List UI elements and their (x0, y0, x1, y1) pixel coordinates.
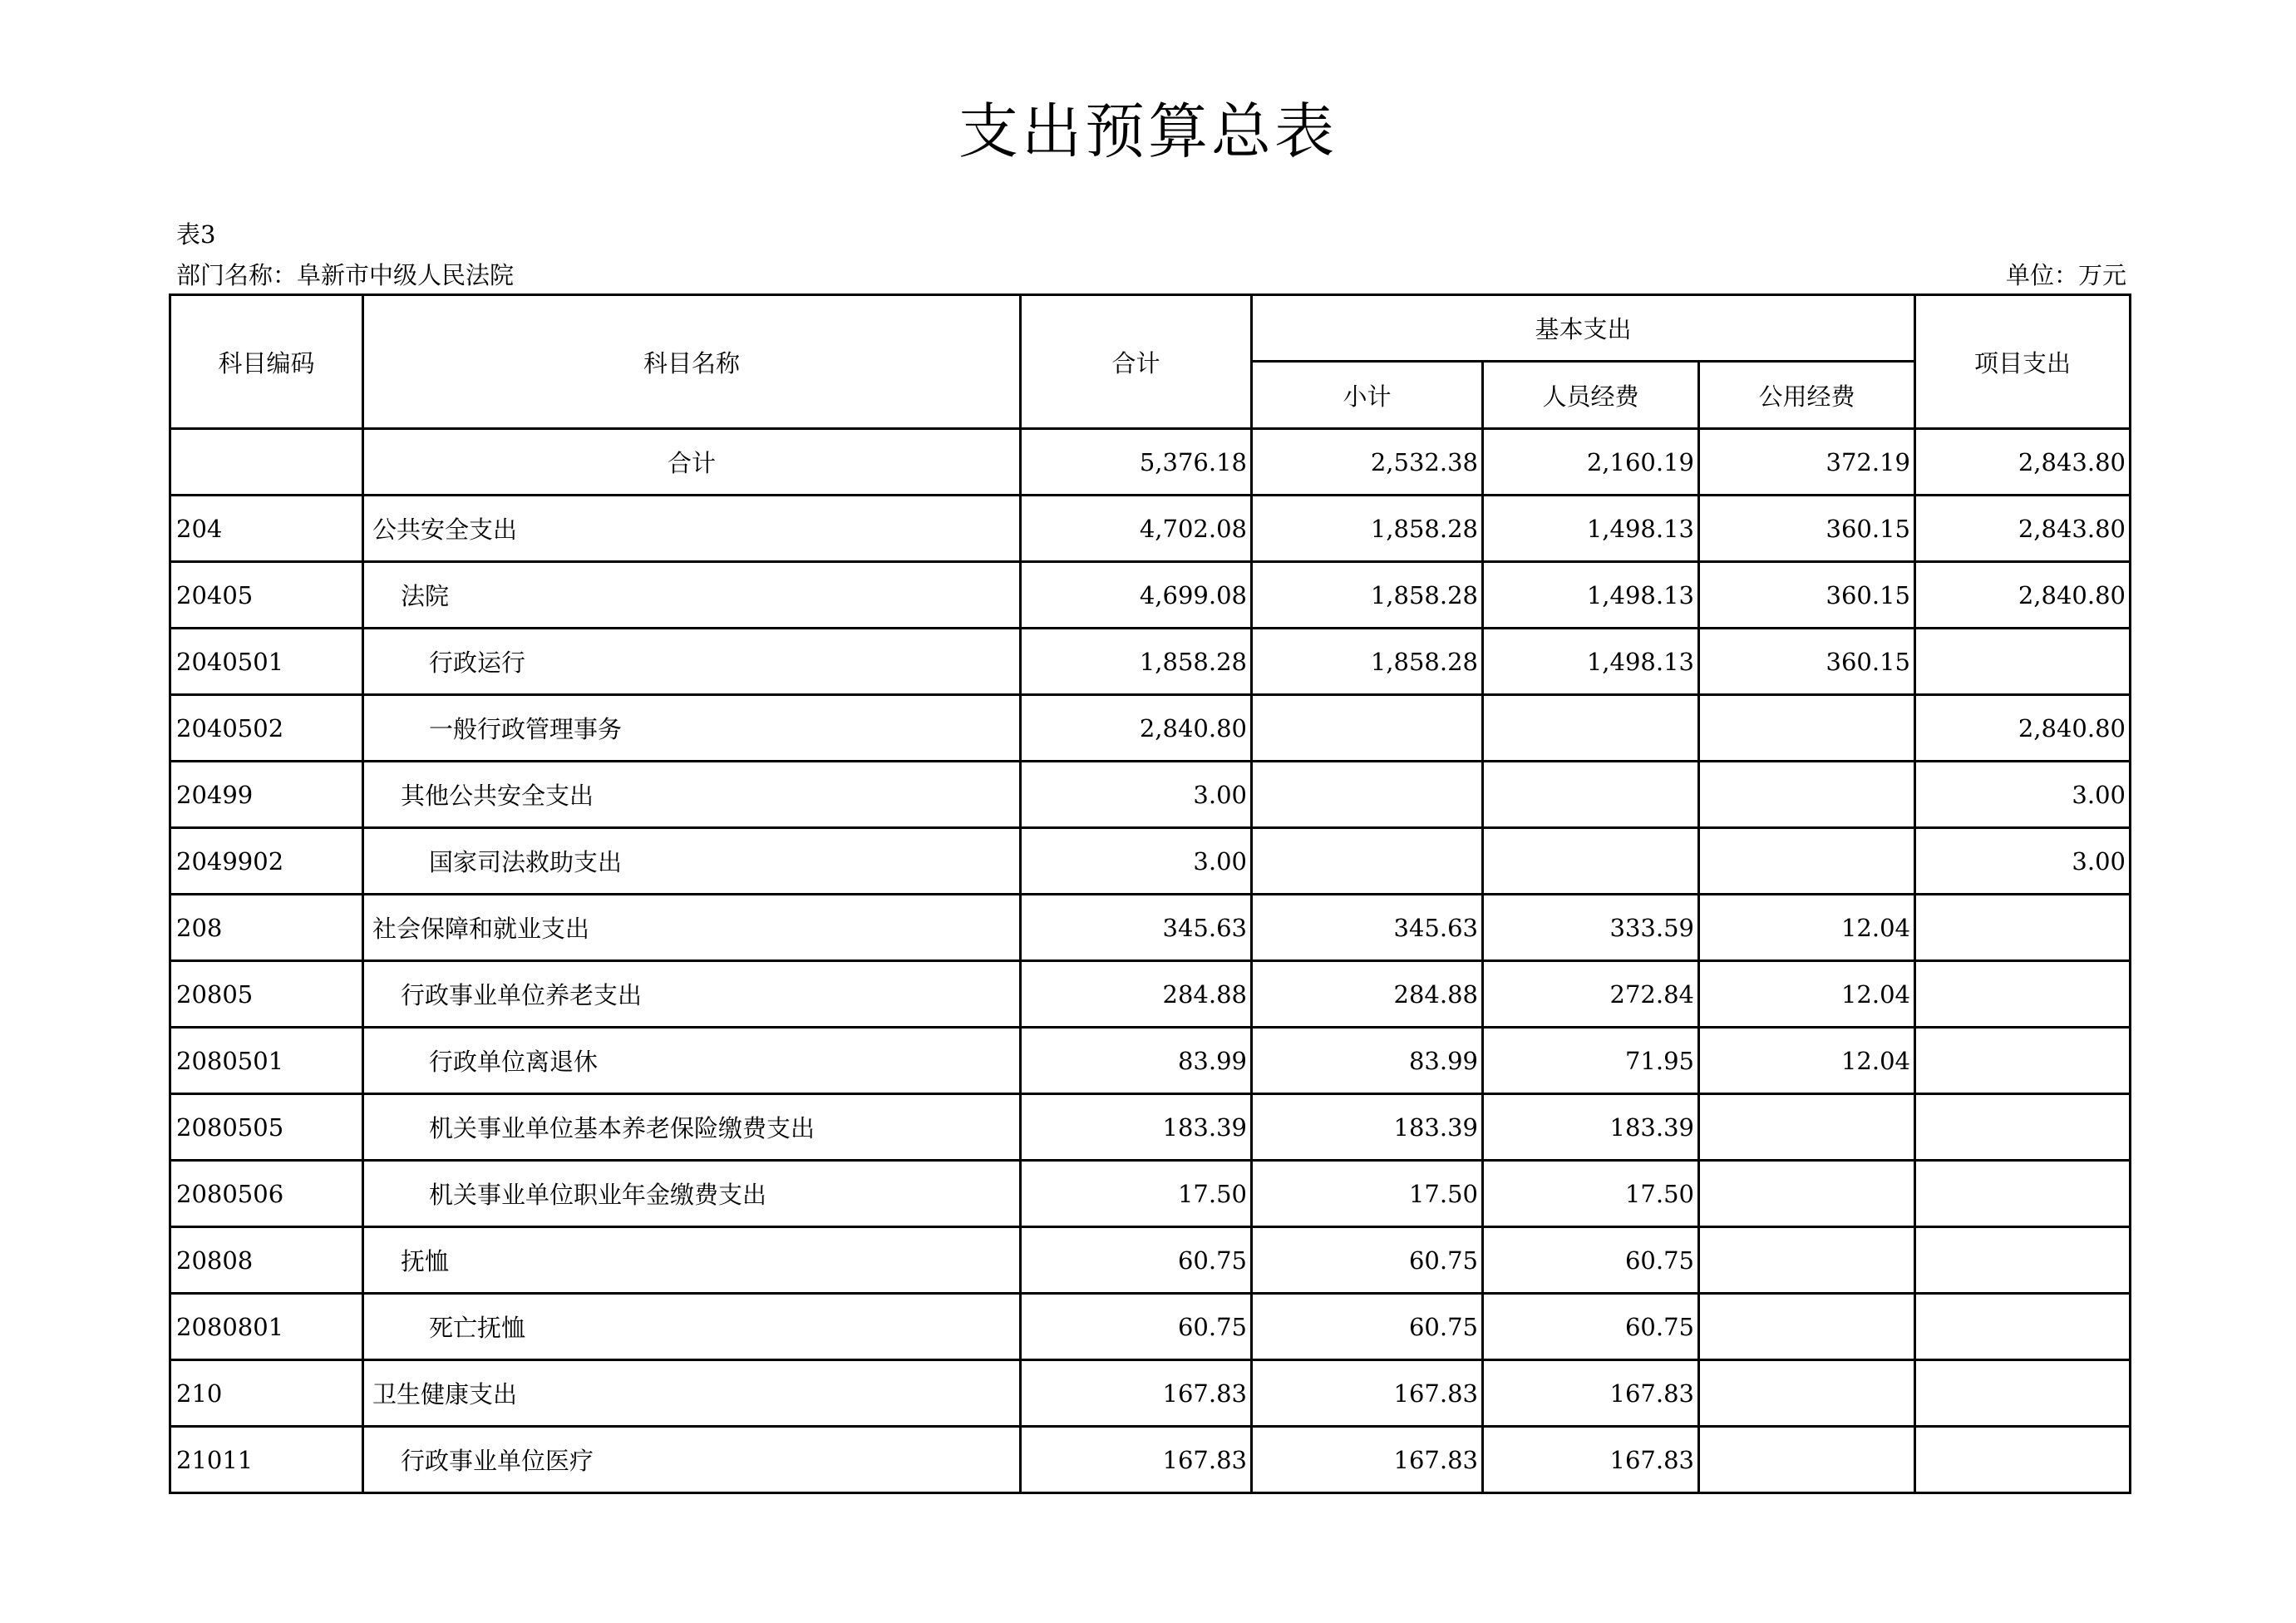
cell-total: 17.50 (1021, 1161, 1252, 1227)
page-title: 支出预算总表 (958, 96, 1338, 166)
cell-personnel: 1,498.13 (1483, 562, 1699, 629)
cell-project: 3.00 (1915, 828, 2131, 895)
cell-subtotal: 17.50 (1252, 1161, 1483, 1227)
cell-name: 其他公共安全支出 (363, 762, 1021, 828)
cell-subtotal (1252, 762, 1483, 828)
table-number: 表3 (176, 220, 216, 249)
cell-personnel: 167.83 (1483, 1427, 1699, 1493)
cell-name: 死亡抚恤 (363, 1294, 1021, 1360)
table-row (170, 695, 2131, 762)
cell-code: 2080505 (170, 1094, 363, 1161)
table-row (170, 1227, 2131, 1294)
cell-personnel: 1,498.13 (1483, 629, 1699, 695)
header-personnel: 人员经费 (1483, 362, 1699, 429)
cell-project (1915, 629, 2131, 695)
cell-subtotal: 167.83 (1252, 1360, 1483, 1427)
cell-subtotal: 345.63 (1252, 895, 1483, 961)
cell-code: 2049902 (170, 828, 363, 895)
cell-name: 行政事业单位医疗 (363, 1427, 1021, 1493)
cell-subtotal: 284.88 (1252, 961, 1483, 1028)
table-row (170, 1161, 2131, 1227)
cell-subtotal: 1,858.28 (1252, 562, 1483, 629)
cell-public (1699, 1094, 1915, 1161)
cell-project: 2,840.80 (1915, 695, 2131, 762)
cell-public: 360.15 (1699, 562, 1915, 629)
cell-code: 204 (170, 496, 363, 562)
table-row (170, 629, 2131, 695)
cell-name: 法院 (363, 562, 1021, 629)
cell-public: 360.15 (1699, 496, 1915, 562)
cell-total: 2,840.80 (1021, 695, 1252, 762)
table-row (170, 496, 2131, 562)
cell-total: 3.00 (1021, 762, 1252, 828)
cell-public: 360.15 (1699, 629, 1915, 695)
cell-total: 284.88 (1021, 961, 1252, 1028)
cell-total: 183.39 (1021, 1094, 1252, 1161)
cell-project (1915, 1227, 2131, 1294)
header-subtotal: 小计 (1252, 362, 1483, 429)
cell-total: 5,376.18 (1021, 429, 1252, 496)
cell-code: 20405 (170, 562, 363, 629)
cell-total: 167.83 (1021, 1427, 1252, 1493)
cell-name: 卫生健康支出 (363, 1360, 1021, 1427)
cell-public (1699, 828, 1915, 895)
cell-project (1915, 961, 2131, 1028)
cell-project (1915, 1294, 2131, 1360)
header-project-expenditure: 项目支出 (1915, 295, 2131, 429)
table-row (170, 762, 2131, 828)
cell-name: 公共安全支出 (363, 496, 1021, 562)
cell-code: 210 (170, 1360, 363, 1427)
header-total: 合计 (1021, 295, 1252, 429)
cell-subtotal: 60.75 (1252, 1294, 1483, 1360)
cell-public (1699, 762, 1915, 828)
cell-personnel (1483, 695, 1699, 762)
cell-project (1915, 1094, 2131, 1161)
cell-public: 372.19 (1699, 429, 1915, 496)
table-row (170, 1028, 2131, 1094)
cell-subtotal: 1,858.28 (1252, 629, 1483, 695)
cell-total: 167.83 (1021, 1360, 1252, 1427)
header-code: 科目编码 (170, 295, 363, 429)
table-body (170, 429, 2131, 1493)
cell-code: 2040501 (170, 629, 363, 695)
cell-total: 3.00 (1021, 828, 1252, 895)
cell-personnel: 333.59 (1483, 895, 1699, 961)
cell-project: 3.00 (1915, 762, 2131, 828)
total-row (170, 429, 2131, 496)
cell-code: 2080501 (170, 1028, 363, 1094)
cell-total: 1,858.28 (1021, 629, 1252, 695)
department-name: 部门名称：阜新市中级人民法院 (176, 261, 515, 289)
table-row (170, 562, 2131, 629)
cell-public: 12.04 (1699, 1028, 1915, 1094)
cell-name: 行政事业单位养老支出 (363, 961, 1021, 1028)
cell-public: 12.04 (1699, 961, 1915, 1028)
cell-subtotal (1252, 695, 1483, 762)
cell-name: 机关事业单位基本养老保险缴费支出 (363, 1094, 1021, 1161)
cell-project (1915, 1427, 2131, 1493)
cell-public (1699, 1427, 1915, 1493)
cell-personnel: 1,498.13 (1483, 496, 1699, 562)
cell-total: 345.63 (1021, 895, 1252, 961)
cell-name: 一般行政管理事务 (363, 695, 1021, 762)
cell-name: 抚恤 (363, 1227, 1021, 1294)
cell-subtotal: 2,532.38 (1252, 429, 1483, 496)
cell-personnel: 167.83 (1483, 1360, 1699, 1427)
cell-public (1699, 1294, 1915, 1360)
cell-code: 20805 (170, 961, 363, 1028)
cell-personnel: 2,160.19 (1483, 429, 1699, 496)
table-row (170, 895, 2131, 961)
table-row (170, 828, 2131, 895)
cell-project: 2,843.80 (1915, 496, 2131, 562)
cell-personnel: 183.39 (1483, 1094, 1699, 1161)
table-row (170, 961, 2131, 1028)
table-row (170, 1094, 2131, 1161)
cell-project: 2,840.80 (1915, 562, 2131, 629)
cell-name: 机关事业单位职业年金缴费支出 (363, 1161, 1021, 1227)
cell-code: 20499 (170, 762, 363, 828)
cell-subtotal: 60.75 (1252, 1227, 1483, 1294)
cell-subtotal: 167.83 (1252, 1427, 1483, 1493)
cell-code: 2080506 (170, 1161, 363, 1227)
cell-subtotal (1252, 828, 1483, 895)
cell-public (1699, 1161, 1915, 1227)
cell-code: 20808 (170, 1227, 363, 1294)
unit-label: 单位：万元 (2005, 261, 2126, 289)
cell-code: 21011 (170, 1427, 363, 1493)
cell-total: 60.75 (1021, 1294, 1252, 1360)
cell-name: 合计 (363, 429, 1021, 496)
header-basic-expenditure: 基本支出 (1252, 295, 1915, 362)
cell-personnel: 272.84 (1483, 961, 1699, 1028)
cell-total: 4,699.08 (1021, 562, 1252, 629)
table-row (170, 1427, 2131, 1493)
table-row (170, 1294, 2131, 1360)
cell-personnel: 60.75 (1483, 1227, 1699, 1294)
cell-personnel: 17.50 (1483, 1161, 1699, 1227)
cell-code (170, 429, 363, 496)
budget-table (169, 294, 2131, 1494)
cell-subtotal: 1,858.28 (1252, 496, 1483, 562)
table-header (170, 295, 2131, 429)
cell-personnel: 71.95 (1483, 1028, 1699, 1094)
cell-project: 2,843.80 (1915, 429, 2131, 496)
table-row (170, 1360, 2131, 1427)
cell-personnel (1483, 828, 1699, 895)
cell-code: 2040502 (170, 695, 363, 762)
cell-code: 208 (170, 895, 363, 961)
cell-total: 83.99 (1021, 1028, 1252, 1094)
cell-public: 12.04 (1699, 895, 1915, 961)
cell-subtotal: 183.39 (1252, 1094, 1483, 1161)
cell-subtotal: 83.99 (1252, 1028, 1483, 1094)
cell-name: 行政运行 (363, 629, 1021, 695)
cell-project (1915, 1360, 2131, 1427)
cell-code: 2080801 (170, 1294, 363, 1360)
cell-name: 国家司法救助支出 (363, 828, 1021, 895)
cell-public (1699, 695, 1915, 762)
cell-public (1699, 1360, 1915, 1427)
cell-total: 60.75 (1021, 1227, 1252, 1294)
cell-name: 行政单位离退休 (363, 1028, 1021, 1094)
header-public: 公用经费 (1699, 362, 1915, 429)
cell-public (1699, 1227, 1915, 1294)
cell-project (1915, 895, 2131, 961)
header-name: 科目名称 (363, 295, 1021, 429)
cell-personnel: 60.75 (1483, 1294, 1699, 1360)
cell-name: 社会保障和就业支出 (363, 895, 1021, 961)
cell-project (1915, 1028, 2131, 1094)
cell-project (1915, 1161, 2131, 1227)
cell-total: 4,702.08 (1021, 496, 1252, 562)
cell-personnel (1483, 762, 1699, 828)
